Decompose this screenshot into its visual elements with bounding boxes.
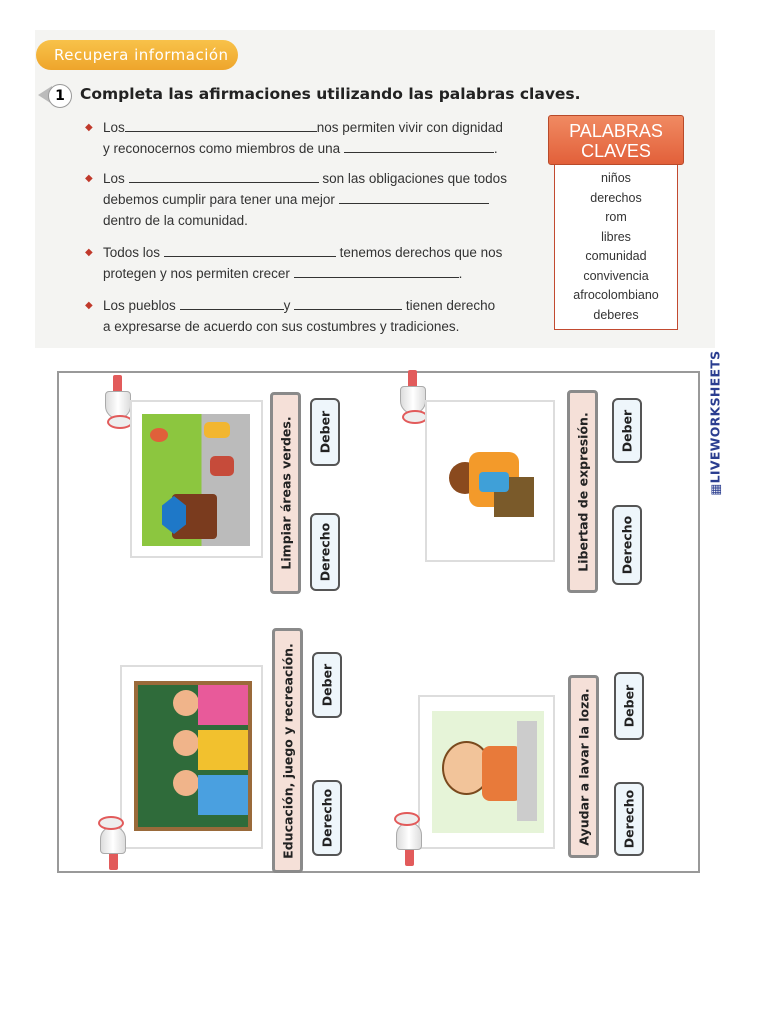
keyword: rom [605,210,627,224]
title-line: CLAVES [581,141,651,161]
text: Los [103,120,125,135]
bullet-icon: ◆ [85,173,93,184]
statement-4 [85,295,523,337]
text: . [493,141,498,156]
phrase-card[interactable] [270,392,301,594]
statement-1 [85,117,523,159]
button-label: Deber [319,663,335,707]
text: tenemos derechos que nos [339,245,503,260]
megaphone-audio-icon[interactable] [400,370,426,430]
button-label: Deber [621,684,637,728]
deber-button[interactable] [310,398,340,466]
keywords-box [548,115,684,330]
blank-input[interactable] [125,119,317,132]
text: son las obligaciones que todos [322,171,507,186]
button-label: Deber [619,409,635,452]
text: nos permiten vivir con dignidad [316,120,503,135]
megaphone-audio-icon[interactable] [100,810,126,870]
title-line: PALABRAS [569,121,663,141]
keyword: niños [601,171,631,185]
statement-3 [85,242,523,284]
statement-2 [85,168,523,231]
exercise-number: 1 [48,84,72,108]
liveworksheets-logo: ▦LIVEWORKSHEETS [707,350,723,496]
keyword: comunidad [585,249,647,263]
text: y [283,298,291,313]
blank-input[interactable] [344,140,494,153]
text: debemos cumplir para tener una mejor [103,192,335,207]
derecho-button[interactable] [312,780,342,856]
exercise-number-badge [38,84,74,106]
section-label: Recupera información [36,40,238,70]
phrase-text: Ayudar a lavar la loza. [576,687,591,846]
bullet-icon: ◆ [85,122,93,133]
bullet-icon: ◆ [85,247,93,258]
bullet-icon: ◆ [85,300,93,311]
megaphone-audio-icon[interactable] [396,806,422,866]
phrase-card[interactable] [568,675,599,858]
derecho-button[interactable] [612,505,642,585]
blank-input[interactable] [129,170,319,183]
keyword: libres [601,229,631,244]
blank-input[interactable] [164,244,336,257]
button-label: Derecho [319,788,335,848]
image-washing-dishes [418,695,555,849]
deber-button[interactable] [614,672,644,740]
text: Los [103,171,125,186]
blank-input[interactable] [294,265,459,278]
megaphone-audio-icon[interactable] [105,375,131,435]
button-label: Derecho [621,789,637,849]
text: . [458,266,463,281]
phrase-text: Educación, juego y recreación. [280,642,295,859]
instruction-title: Completa las afirmaciones utilizando las palabras claves. [80,85,581,103]
image-clean-green-areas [130,400,263,558]
phrase-text: Libertad de expresión. [575,411,590,572]
text: dentro de la comunidad. [103,213,248,228]
deber-button[interactable] [312,652,342,718]
keyword: deberes [593,307,639,322]
keyword: convivencia [583,268,649,283]
derecho-button[interactable] [310,513,340,591]
derecho-button[interactable] [614,782,644,856]
text: Todos los [103,245,161,260]
text: y reconocernos como miembros de una [103,141,341,156]
blank-input[interactable] [294,297,402,310]
blank-input[interactable] [180,297,284,310]
button-label: Deber [317,410,333,454]
text: a expresarse de acuerdo con sus costumbres y tradiciones. [103,319,460,334]
phrase-card[interactable] [567,390,598,593]
image-freedom-of-expression [425,400,555,562]
keywords-title [548,115,684,165]
button-label: Derecho [619,515,635,575]
keyword: afrocolombiano [573,288,659,302]
text: Los pueblos [103,298,176,313]
button-label: Derecho [317,522,333,582]
text: tienen derecho [405,298,496,313]
phrase-text: Limpiar áreas verdes. [278,416,293,570]
blank-input[interactable] [339,191,489,204]
keyword: derechos [590,190,642,205]
keyword-list [554,165,678,330]
text: protegen y nos permiten crecer [103,266,290,281]
image-education-play [120,665,263,849]
deber-button[interactable] [612,398,642,463]
phrase-card[interactable] [272,628,303,873]
